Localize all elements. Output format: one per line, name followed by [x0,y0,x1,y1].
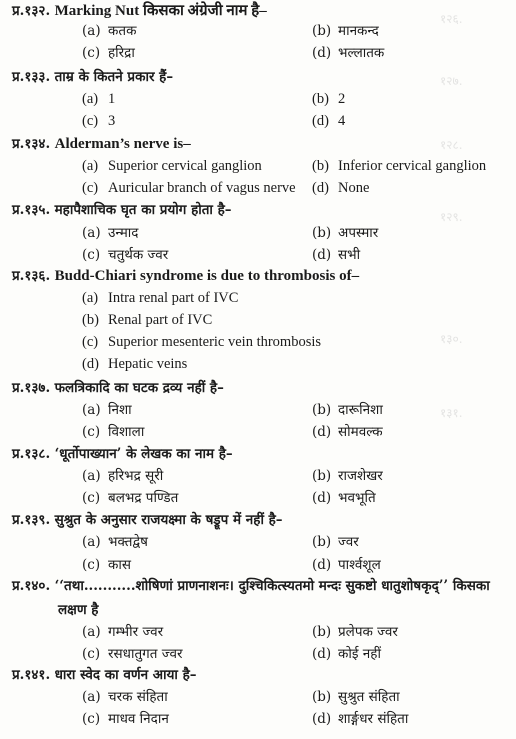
option-letter: (c) [82,424,101,440]
question-text: Budd-Chiari syndrome is due to thrombosis of– [54,268,360,284]
option-text: None [338,180,370,196]
option-text: चतुर्थक ज्वर [108,247,169,263]
option-text: राजशेखर [338,468,383,484]
answer-option[interactable] [312,423,383,441]
answer-option[interactable] [82,311,212,329]
option-letter: (b) [312,158,329,174]
option-text: पार्श्वशूल [338,557,381,573]
answer-option[interactable] [82,44,135,62]
question-number: प्र.१३३. [12,69,51,85]
show-through-text: १३०. [440,332,463,346]
answer-option[interactable] [82,423,144,441]
question-stem [12,68,173,86]
option-text: कोई नहीं [338,646,381,662]
option-letter: (a) [82,534,101,550]
answer-option[interactable] [312,710,408,728]
option-text: प्रलेपक ज्वर [338,624,398,640]
question-text: Marking Nut किसका अंग्रेजी नाम है– [54,3,267,19]
answer-option[interactable] [82,224,138,242]
option-letter: (c) [82,646,101,662]
question-number: प्र.१३२. [12,3,51,19]
option-letter: (b) [312,534,332,550]
question-stem [12,2,267,20]
answer-option[interactable] [312,645,381,663]
option-text: विशाला [108,424,145,440]
answer-option[interactable] [82,179,296,197]
option-text: सभी [338,247,361,263]
option-letter: (d) [312,490,332,506]
option-text: Intra renal part of IVC [108,290,239,306]
option-letter: (c) [82,247,101,263]
option-text: माधव निदान [108,711,169,727]
show-through-text: १२६. [440,12,463,26]
option-letter: (c) [82,711,101,727]
question-number: प्र.१४१. [12,667,51,683]
option-text: निशा [108,402,132,418]
question-stem [12,577,490,595]
option-letter: (c) [82,557,101,573]
question-stem [12,511,283,529]
option-text: मानकन्द [338,23,379,39]
answer-option[interactable] [82,556,131,574]
question-number: प्र.१३७. [12,380,51,396]
option-text: सुश्रुत संहिता [338,689,400,705]
option-text: शार्ङ्गधर संहिता [338,711,409,727]
option-letter: (d) [312,180,329,196]
option-letter: (b) [312,225,332,241]
answer-option[interactable] [82,533,148,551]
question-text: महापैशाचिक घृत का प्रयोग होता है– [54,202,232,218]
answer-option[interactable] [312,467,383,485]
option-text: भक्तद्वेष [108,534,148,550]
option-text: 1 [108,91,116,107]
option-letter: (d) [82,356,99,372]
option-text: Inferior cervical ganglion [338,158,487,174]
option-text: Auricular branch of vagus nerve [108,180,296,196]
answer-option[interactable] [312,179,369,197]
question-stem [12,379,224,397]
question-text: ताम्र के कितने प्रकार हैं– [54,69,174,85]
question-number: प्र.१३८. [12,446,51,462]
option-letter: (b) [312,402,332,418]
question-number: प्र.१३६. [12,268,51,284]
question-text: धारा स्वेद का वर्णन आया है– [54,667,197,683]
option-letter: (d) [312,424,332,440]
option-text: Superior mesenteric vein thrombosis [108,334,322,350]
option-text: बलभद्र पण्डित [108,490,179,506]
answer-option[interactable] [82,688,168,706]
show-through-text: १२८. [440,138,463,152]
option-text: ज्वर [338,534,359,550]
answer-option[interactable] [312,112,345,130]
answer-option[interactable] [82,112,115,130]
question-number: प्र.१३९. [12,512,51,528]
option-letter: (a) [82,290,99,306]
answer-option[interactable] [312,489,376,507]
answer-option[interactable] [312,90,345,108]
question-text: Alderman’s nerve is– [54,136,191,152]
answer-option[interactable] [312,401,383,419]
answer-option[interactable] [82,623,163,641]
option-letter: (a) [82,689,101,705]
answer-option[interactable] [312,623,398,641]
answer-option[interactable] [82,246,168,264]
option-text: भल्लातक [338,45,385,61]
option-letter: (a) [82,158,99,174]
answer-option[interactable] [82,467,163,485]
option-letter: (d) [312,113,329,129]
option-text: रसधातुगत ज्वर [108,646,183,662]
option-letter: (b) [312,91,329,107]
option-letter: (d) [312,646,332,662]
option-letter: (a) [82,91,99,107]
answer-option[interactable] [82,22,136,40]
question-stem [12,201,232,219]
answer-option[interactable] [82,645,182,663]
question-text: फलत्रिकादि का घटक द्रव्य नहीं है– [54,380,224,396]
option-text: Renal part of IVC [108,312,213,328]
option-letter: (c) [82,45,101,61]
option-text: अपस्मार [338,225,379,241]
option-text: कास [108,557,131,573]
question-stem [12,267,359,285]
question-stem [12,445,233,463]
option-text: भवभूति [338,490,376,506]
question-stem [12,666,197,684]
option-letter: (a) [82,225,101,241]
answer-option[interactable] [312,556,381,574]
option-letter: (b) [312,23,332,39]
question-text: ‘‘तथा...........शोषिणां प्राणनाशनः। दुश्चिकित्स्यतमो मन्दः सुकष्टो धातुशोषकृद्’’ किसका [54,578,490,594]
answer-option[interactable] [82,157,262,175]
option-text: उन्माद [108,225,139,241]
question-number: प्र.१३५. [12,202,51,218]
option-letter: (b) [82,312,99,328]
answer-option[interactable] [312,688,400,706]
answer-option[interactable] [312,246,360,264]
answer-option[interactable] [312,22,379,40]
option-text: 3 [108,113,116,129]
option-letter: (a) [82,23,101,39]
question-stem [12,135,191,153]
answer-option[interactable] [82,289,238,307]
option-text: 2 [338,91,346,107]
option-letter: (d) [312,247,332,263]
option-letter: (a) [82,402,101,418]
option-text: 4 [338,113,346,129]
option-letter: (b) [312,468,332,484]
show-through-text: १३१. [440,406,463,420]
answer-option[interactable] [82,355,187,373]
option-letter: (b) [312,624,332,640]
option-letter: (d) [312,711,332,727]
answer-option[interactable] [82,710,169,728]
option-letter: (c) [82,490,101,506]
show-through-text: १२९. [440,210,463,224]
question-number: प्र.१३४. [12,136,51,152]
option-letter: (c) [82,180,99,196]
option-text: दारूनिशा [338,402,383,418]
option-text: हरिभद्र सूरी [108,468,164,484]
question-text: सुश्रुत के अनुसार राजयक्ष्मा के षड्रूप में नहीं है– [54,512,283,528]
show-through-text: १२७. [440,74,463,88]
option-letter: (a) [82,624,101,640]
answer-option[interactable] [82,489,178,507]
question-number: प्र.१४०. [12,578,51,594]
answer-option[interactable] [312,533,359,551]
option-letter: (c) [82,334,99,350]
option-letter: (d) [312,45,332,61]
option-text: हरिद्रा [108,45,135,61]
option-text: चरक संहिता [108,689,168,705]
option-text: सोमवल्क [338,424,383,440]
option-text: गम्भीर ज्वर [108,624,164,640]
option-letter: (c) [82,113,99,129]
option-text: Hepatic veins [108,356,188,372]
option-text: कतक [108,23,137,39]
answer-option[interactable] [82,401,132,419]
option-text: Superior cervical ganglion [108,158,262,174]
option-letter: (d) [312,557,332,573]
question-text-continuation: लक्षण है [58,602,99,618]
answer-option[interactable] [82,333,321,351]
option-letter: (b) [312,689,332,705]
answer-option[interactable] [82,90,115,108]
question-text: ‘धूर्तोपाख्यान’ के लेखक का नाम है– [54,446,233,462]
answer-option[interactable] [312,157,486,175]
answer-option[interactable] [312,224,378,242]
answer-option[interactable] [312,44,384,62]
option-letter: (a) [82,468,101,484]
